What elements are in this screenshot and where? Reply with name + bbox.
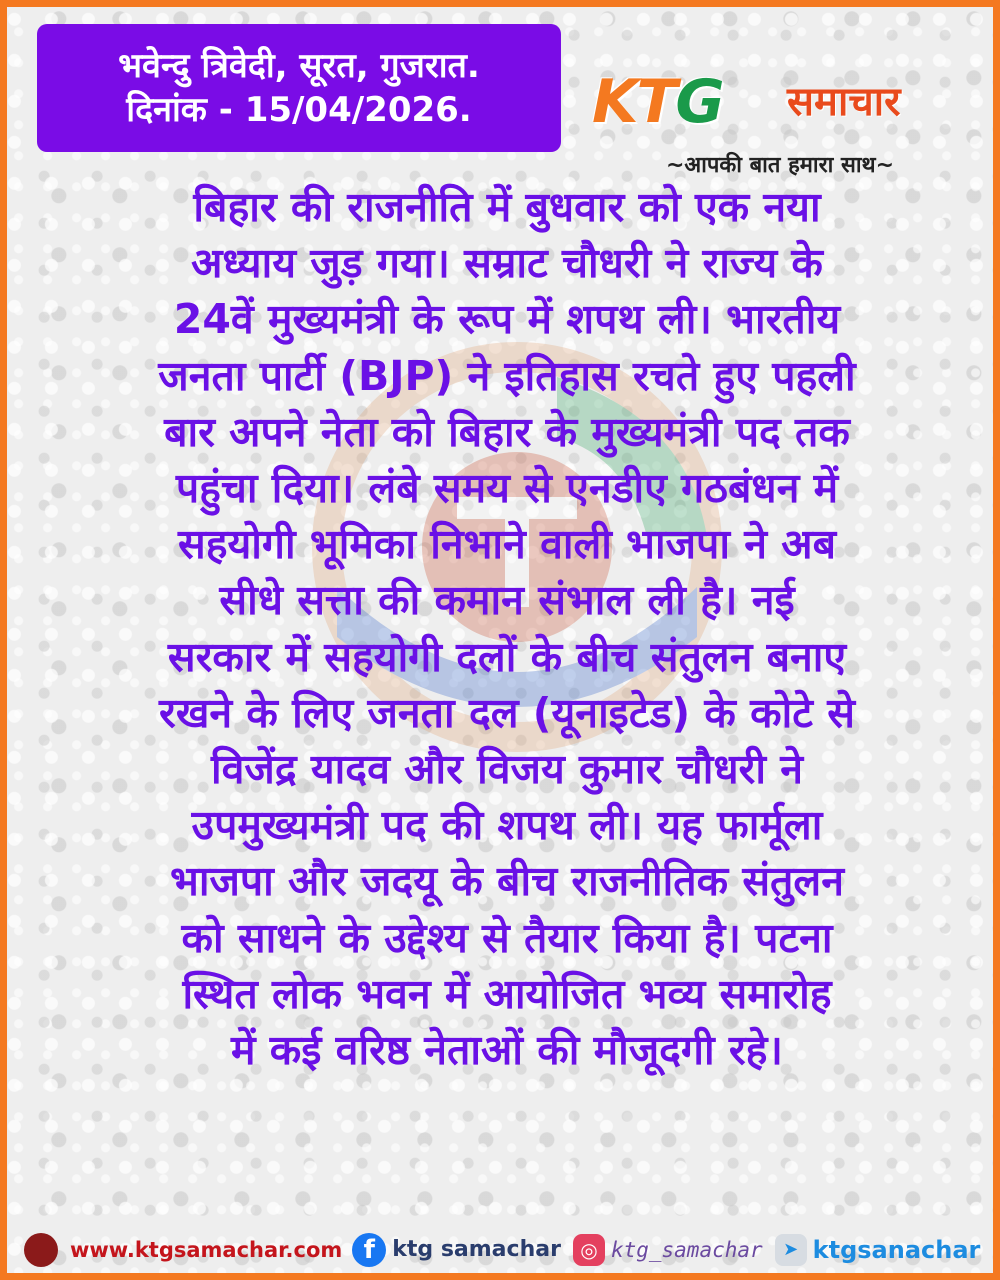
article-line: स्थित लोक भवन में आयोजित भव्य समारोह	[182, 969, 832, 1018]
news-article-text	[29, 179, 985, 1078]
article-line: विजेंद्र यादव और विजय कुमार चौधरी ने	[211, 745, 803, 794]
facebook-handle[interactable]: ktg samachar	[392, 1237, 561, 1262]
instagram-handle[interactable]: ktg_samachar	[610, 1237, 763, 1262]
article-line: रखने के लिए जनता दल (यूनाइटेड) के कोटे से	[159, 688, 855, 737]
telegram-icon[interactable]: ➤	[775, 1234, 807, 1266]
logo-tagline: ~आपकी बात हमारा साथ~	[665, 153, 895, 178]
social-footer	[14, 1222, 1000, 1277]
article-line: सरकार में सहयोगी दलों के बीच संतुलन बनाए	[167, 632, 847, 681]
article-line: सहयोगी भूमिका निभाने वाली भाजपा ने अब	[178, 520, 836, 569]
facebook-icon[interactable]: f	[352, 1233, 386, 1267]
article-line: में कई वरिष्ठ नेताओं की मौजूदगी रहे।	[231, 1026, 783, 1075]
article-line: उपमुख्यमंत्री पद की शपथ ली। यह फार्मूला	[191, 801, 823, 850]
author-location: भवेन्दु त्रिवेदी, सूरत, गुजरात.	[118, 46, 480, 86]
logo-samachar-text: समाचार	[787, 79, 901, 125]
article-line: अध्याय जुड़ गया। सम्राट चौधरी ने राज्य के	[191, 239, 823, 288]
article-line: जनता पार्टी (BJP) ने इतिहास रचते हुए पहली	[158, 351, 856, 400]
publish-date: दिनांक - 15/04/2026.	[126, 90, 472, 130]
article-line: को साधने के उद्देश्य से तैयार किया है। पटना	[181, 913, 833, 962]
instagram-icon[interactable]: ◎	[573, 1234, 605, 1266]
article-line: बार अपने नेता को बिहार के मुख्यमंत्री पद तक	[164, 407, 850, 456]
article-line: भाजपा और जदयू के बीच राजनीतिक संतुलन	[170, 857, 844, 906]
telegram-handle[interactable]: ktgsanachar	[812, 1235, 981, 1264]
globe-icon	[24, 1233, 58, 1267]
article-line: बिहार की राजनीति में बुधवार को एक नया	[193, 183, 821, 231]
logo-ktg-text: KTG	[592, 67, 723, 137]
article-line: पहुंचा दिया। लंबे समय से एनडीए गठबंधन में	[175, 464, 839, 513]
article-line: सीधे सत्ता की कमान संभाल ली है। नई	[219, 576, 795, 625]
website-link[interactable]: www.ktgsamachar.com	[70, 1237, 343, 1262]
ktg-samachar-logo	[592, 67, 972, 137]
author-date-box	[37, 24, 561, 152]
article-line: 24वें मुख्यमंत्री के रूप में शपथ ली। भारतीय	[173, 295, 841, 344]
